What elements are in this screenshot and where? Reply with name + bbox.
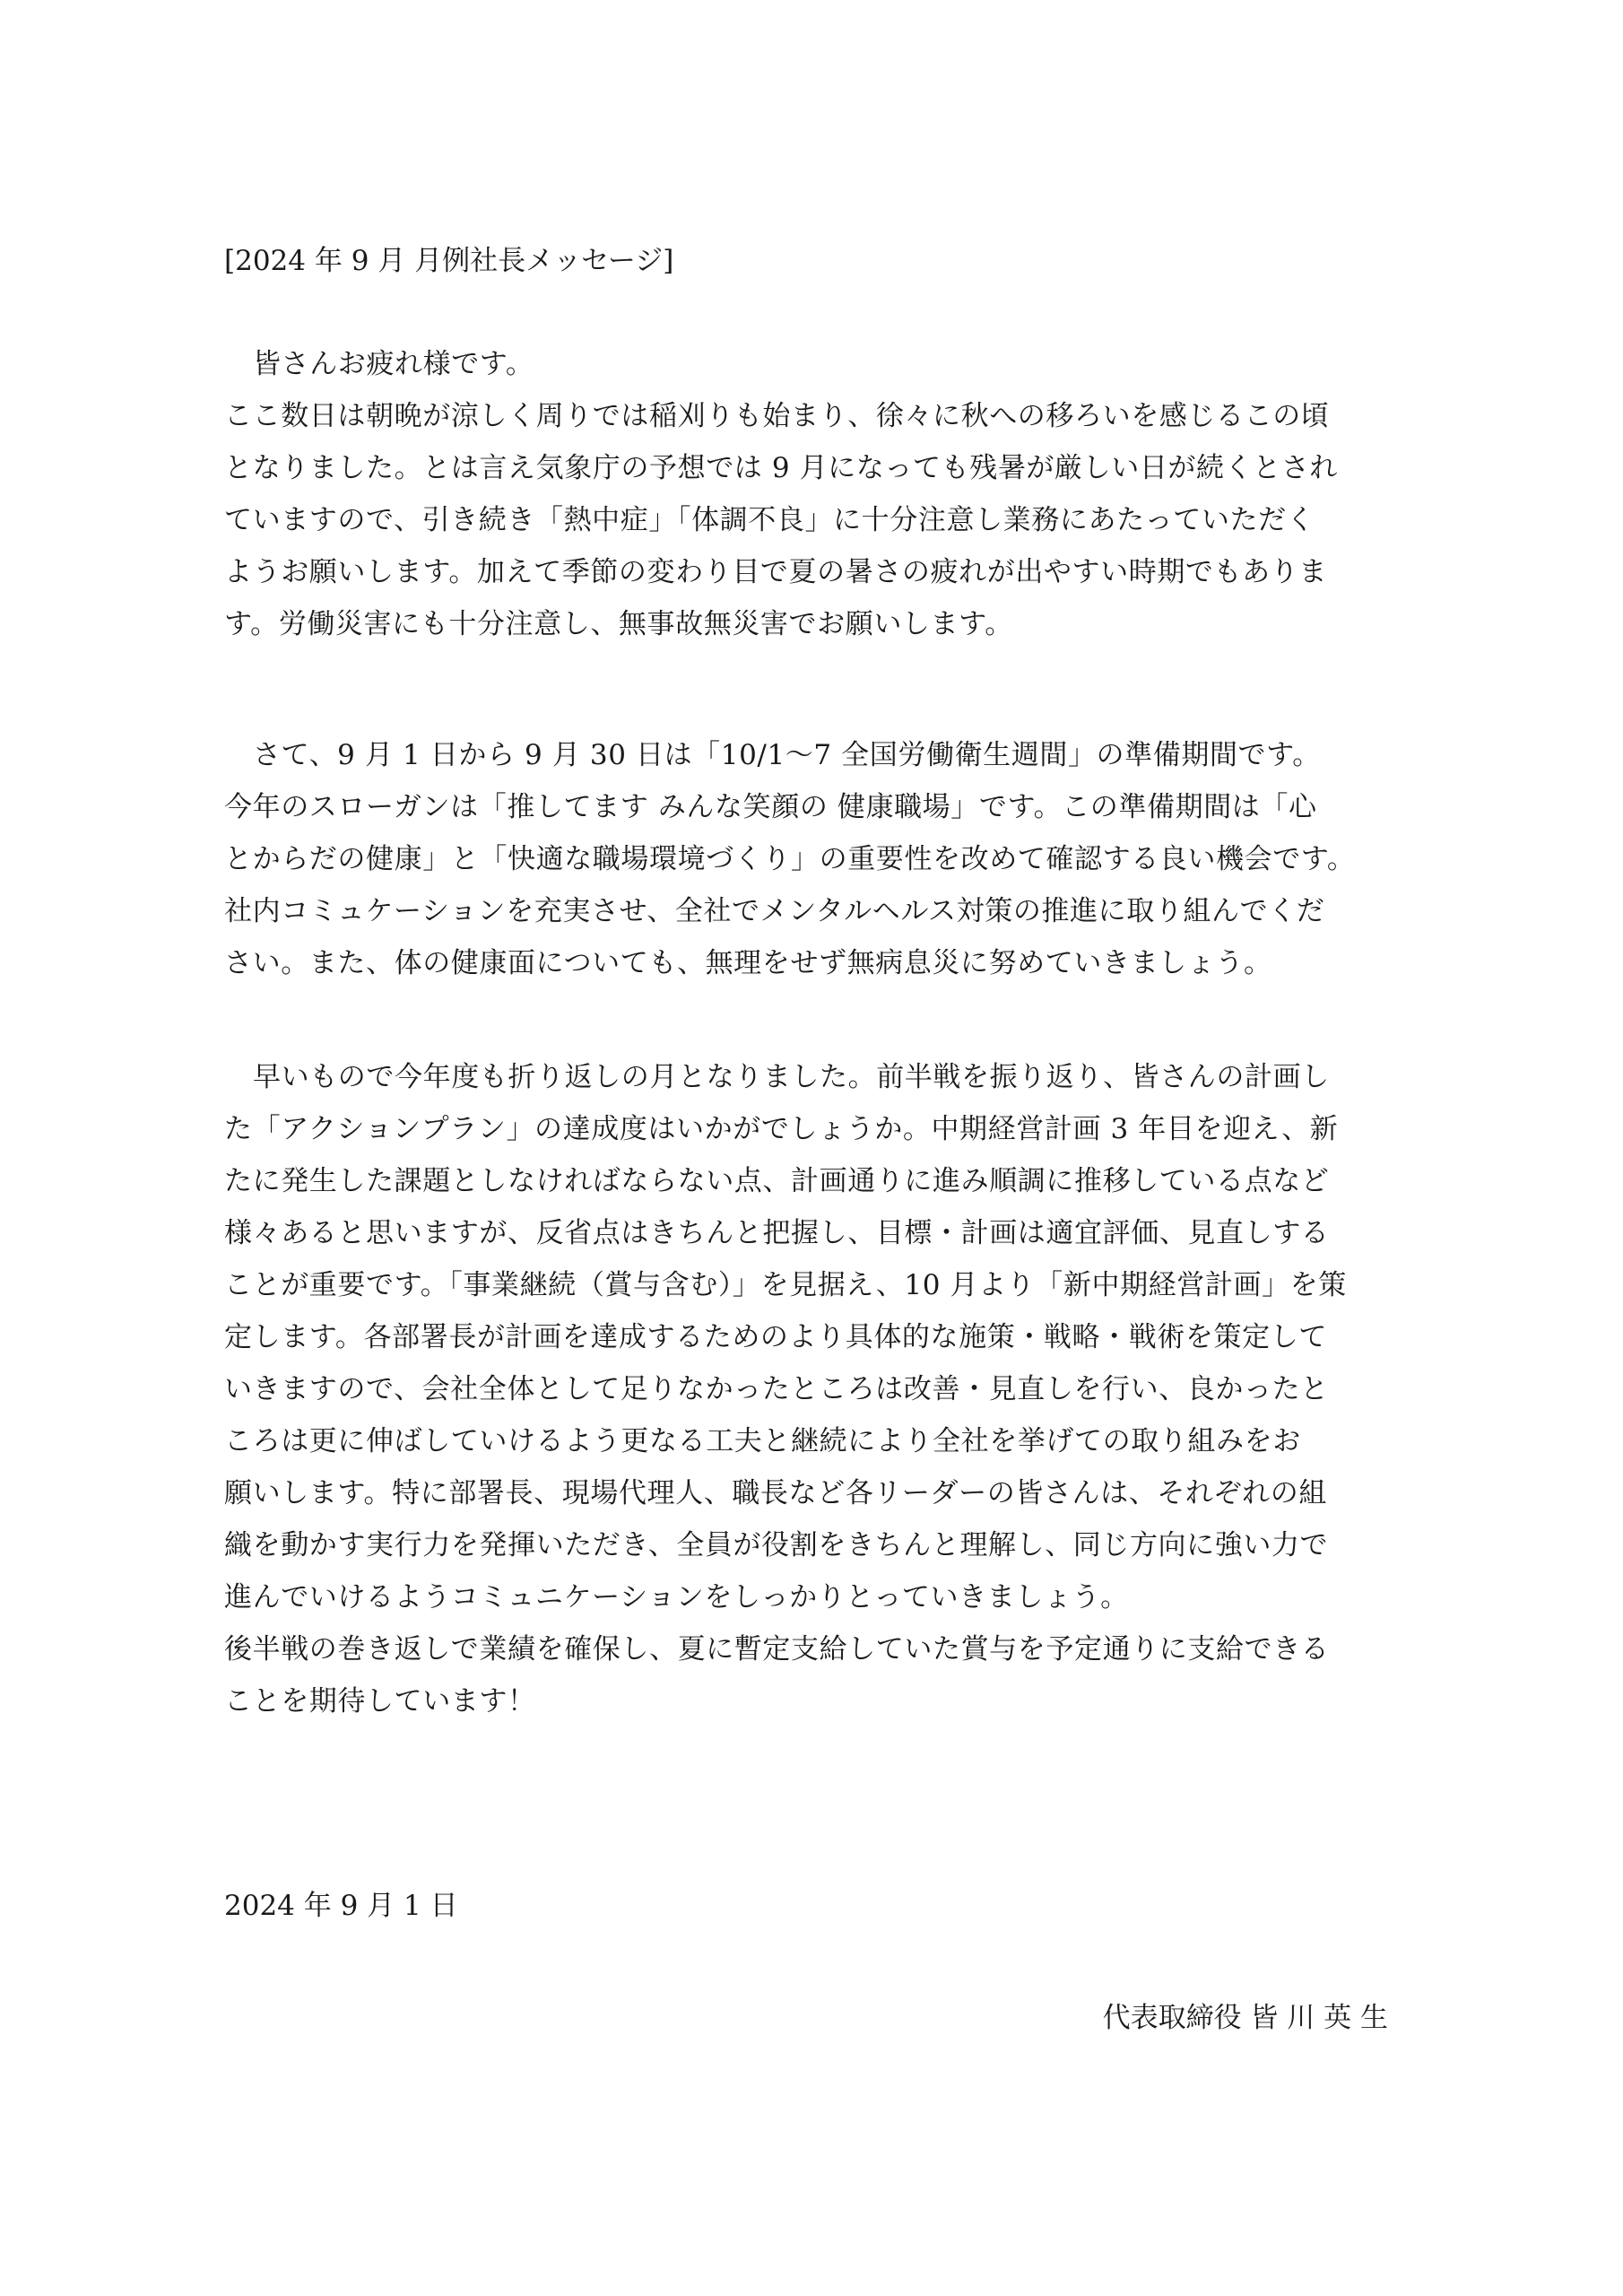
text-line: 進んでいけるようコミュニケーションをしっかりとっていきましょう。 xyxy=(224,1581,1129,1613)
document-date: 2024 年 9 月 1 日 xyxy=(224,1890,458,1922)
text-line: とからだの健康」と「快適な職場環境づくり」の重要性を改めて確認する良い機会です。 xyxy=(224,843,1356,875)
text-line: ていますので、引き続き「熱中症」「体調不良」に十分注意し業務にあたっていただく xyxy=(224,504,1315,536)
text-line: 様々あると思いますが、反省点はきちんと把握し、目標・計画は適宜評価、見直しする xyxy=(224,1217,1330,1249)
paragraph-greeting xyxy=(224,338,1408,650)
text-line: たに発生した課題としなければならない点、計画通りに進み順調に推移している点など xyxy=(224,1165,1330,1197)
signature: 代表取締役 皆 川 英 生 xyxy=(1102,2002,1388,2034)
text-line: 願いします。特に部署長、現場代理人、職長など各リーダーの皆さんは、それぞれの組 xyxy=(224,1477,1327,1509)
text-line: ここ数日は朝晩が涼しく周りでは稲刈りも始まり、徐々に秋への移ろいを感じるこの頃 xyxy=(224,400,1330,432)
text-line: ことを期待しています！ xyxy=(224,1685,536,1718)
greeting-line: 皆さんお疲れ様です。 xyxy=(253,348,534,380)
text-line: ことが重要です。「事業継続（賞与含む）」を見据え、10 月より「新中期経営計画」を策 xyxy=(224,1269,1347,1301)
text-line: す。労働災害にも十分注意し、無事故無災害でお願いします。 xyxy=(224,608,1013,640)
text-line: 今年のスローガンは「推してます みんな笑顔の 健康職場」です。この準備期間は「心 xyxy=(224,791,1317,823)
text-line: さて、9 月 1 日から 9 月 30 日は「10/1〜7 全国労働衛生週間」の準備期間です。 xyxy=(253,739,1321,771)
text-line: となりました。とは言え気象庁の予想では 9 月になっても残暑が厳しい日が続くとされ xyxy=(224,452,1339,484)
paragraph-midyear xyxy=(224,1051,1408,1727)
text-line: 早いもので今年度も折り返しの月となりました。前半戦を振り返り、皆さんの計画し xyxy=(253,1061,1330,1093)
text-line: 社内コミュケーションを充実させ、全社でメンタルヘルス対策の推進に取り組んでくだ xyxy=(224,895,1325,927)
text-line: さい。また、体の健康面についても、無理をせず無病息災に努めていきましょう。 xyxy=(224,947,1272,979)
paragraph-safety-week xyxy=(224,729,1408,989)
text-line: 定します。各部署長が計画を達成するためのより具体的な施策・戦略・戦術を策定して xyxy=(224,1321,1327,1353)
text-line: 後半戦の巻き返しで業績を確保し、夏に暫定支給していた賞与を予定通りに支給できる xyxy=(224,1633,1330,1665)
text-line: ようお願いします。加えて季節の変わり目で夏の暑さの疲れが出やすい時期でもありま xyxy=(224,556,1327,588)
text-line: た「アクションプラン」の達成度はいかがでしょうか。中期経営計画 3 年目を迎え、新 xyxy=(224,1113,1339,1145)
text-line: いきますので、会社全体として足りなかったところは改善・見直しを行い、良かったと xyxy=(224,1373,1329,1405)
document-title: [2024 年 9 月 月例社長メッセージ] xyxy=(224,245,674,277)
text-line: 織を動かす実行力を発揮いただき、全員が役割をきちんと理解し、同じ方向に強い力で xyxy=(224,1529,1329,1561)
text-line: ころは更に伸ばしていけるよう更なる工夫と継続により全社を挙げての取り組みをお xyxy=(224,1425,1301,1457)
